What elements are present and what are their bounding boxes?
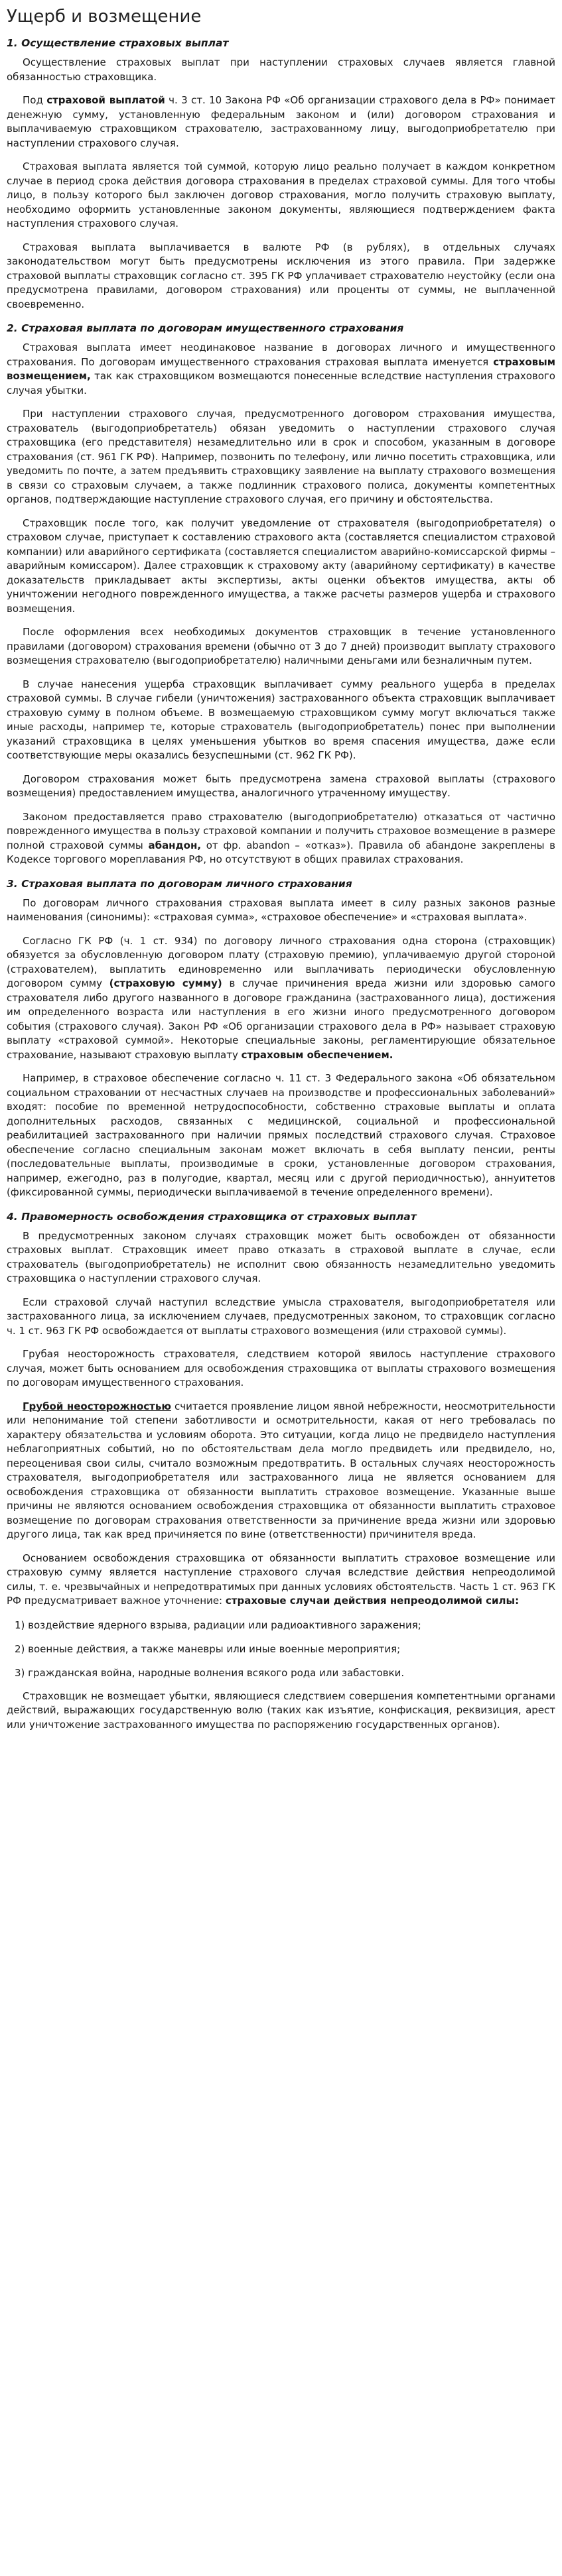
paragraph-text: Страховщик после того, как получит уведомление от страхователя (выгодоприобретателя) о страховом случае, приступает к составлению страхового акта (составляется специалистом страховой компании) или аварийного сертификата (составляется специалистом аварийно-комиссарской фирмы – аварийным комиссаром). Далее страховщик к страховому акту (аварийному сертификату) в качестве доказательств прикладывает акты экспертизы, акты оценки объектов имущества, акты об уничтожении негодного поврежденного имущества, а также расчеты размеров ущерба и страхового возмещения. (7, 517, 555, 615)
emphasized-term: (страховую сумму) (109, 977, 222, 989)
list-item: 2) военные действия, а также маневры или иные военные мероприятия; (15, 1642, 401, 1655)
paragraph (7, 241, 555, 312)
paragraph-text: После оформления всех необходимых документов страховщик в течение установленного правилами (договором) страхования времени (обычно от 3 до 7 дней) производит выплату страхового возмещения страхователю (выгодоприобретателю) наличными деньгами или безналичным путем. (7, 626, 555, 666)
paragraph-text: Страховая выплата выплачивается в валюте РФ (в рублях), в отдельных случаях законодательством могут быть предусмотрены исключения из этого правила. При задержке страховой выплаты страховщик согласно ст. 395 ГК РФ уплачивает страхователю неустойку (если она предусмотрена правилами, договором страхования) или проценты от суммы, не выплаченной своевременно. (7, 241, 555, 310)
paragraph-text: Если страховой случай наступил вследствие умысла страхователя, выгодоприобретателя или застрахованного лица, за исключением случаев, предусмотренных законом, то страховщик согласно ч. 1 ст. 963 ГК РФ освобождается от выплаты страхового возмещения (или страховой суммы). (7, 1296, 555, 1337)
paragraph (7, 678, 555, 763)
underlined-term: Грубой неосторожностью (23, 1400, 171, 1412)
paragraph (7, 160, 555, 231)
paragraph-text: Законом предоставляется право страхователю (выгодоприобретателю) отказаться от частично поврежденного имущества в пользу страховой компании и получить страховое возмещение в размере полной страховой суммы (7, 810, 555, 851)
paragraph-text: По договорам личного страхования страховая выплата имеет в силу разных законов разные наименования (синонимы): «страховая сумма», «страховое обеспечение» и «страховая выплата». (7, 896, 555, 923)
paragraph (7, 407, 555, 507)
emphasized-term: страховым возмещением, (7, 355, 555, 382)
paragraph (7, 56, 555, 84)
emphasized-term: страховым обеспечением. (241, 1048, 393, 1061)
paragraph-text: В предусмотренных законом случаях страховщик может быть освобожден от обязанности страховых выплат. Страховщик имеет право отказать в страховой выплате в случае, если страхователь (выгодоприобретатель) не исполнит свою обязанность незамедлительно уведомить страховщика о наступлении страхового случая. (7, 1229, 555, 1284)
paragraph (7, 772, 555, 801)
paragraph (7, 1229, 555, 1286)
paragraph (7, 625, 555, 668)
paragraph-text: считается проявление лицом явной небрежности, неосмотрительности или непонимание той степени заботливости и осмотрительности, какая от него требовалась по характеру обязательства и условиям оборота. Это ситуации, когда лицо не предвидело наступления неблагоприятных событий, но по обстоятельствам дела могло предвидеть или предвидело, но, переоценивая свои силы, считало возможным предотвратить. В остальных случаях неосторожность страхователя, выгодоприобретателя или застрахованного лица не является основанием для освобождения страховщика от обязанности выплатить страховое возмещение. Указанные выше причины не являются основанием освобождения страховщика от обязанности выплатить страховое возмещение по договорам страхования ответственности за причинение вреда жизни или здоровью другого лица, так как вред причиняется по вине (ответственности) причинителя вреда. (7, 1400, 555, 1540)
paragraph-text: в случае причинения вреда жизни или здоровью самого страхователя либо другого названного в договоре гражданина (застрахованного лица), достижения им определенного возраста или наступления в его жизни иного предусмотренного договором события (страхового случая). Закон РФ «Об организации страхового дела в РФ» называет страховую выплату «страховой суммой». Некоторые специальные законы, регламентирующие обязательное страхование, называют страховую выплату (7, 977, 555, 1061)
paragraph-text: Осуществление страховых выплат при наступлении страховых случаев является главной обязанностью страховщика. (7, 56, 555, 83)
paragraph-text: При наступлении страхового случая, предусмотренного договором страхования имущества, страхователь (выгодоприобретатель) обязан уведомить о наступлении страхового случая страховщика (его представителя) незамедлительно или в срок и способом, указанным в договоре страхования (ст. 961 ГК РФ). Например, позвонить по телефону, или лично посетить страховщика, или уведомить по почте, а затем предъявить страховщику заявление на выплату страхового возмещения в связи со страховым случаем, а также подлинник страхового полиса, документы компетентных органов, подтверждающие наступление страхового случая, его причину и обстоятельства. (7, 408, 555, 505)
paragraph-text: Основанием освобождения страховщика от обязанности выплатить страховое возмещение или страховую сумму является наступление страхового случая вследствие действия непреодолимой силы, т. е. чрезвычайных и непредотвратимых при данных условиях обстоятельств. Часть 1 ст. 963 ГК РФ предусматривает важное уточнение: (7, 1552, 555, 1607)
section-heading: 1. Осуществление страховых выплат (7, 37, 229, 49)
page-title: Ущерб и возмещение (7, 7, 202, 27)
section (7, 321, 555, 867)
paragraph-text: Договором страхования может быть предусмотрена замена страховой выплаты (страхового возмещения) предоставлением имущества, аналогичного утраченному имуществу. (7, 772, 555, 799)
emphasized-term: страховой выплатой (46, 94, 165, 106)
list-item: 1) воздействие ядерного взрыва, радиации или радиоактивного заражения; (15, 1619, 421, 1631)
paragraph-text: Страховщик не возмещает убытки, являющиеся следствием совершения компетентными органами действий, выражающих государственную волю (таких как изъятие, конфискация, реквизиция, арест или уничтожение застрахованного имущества по распоряжению государственных органов). (7, 1689, 555, 1731)
section-heading: 2. Страховая выплата по договорам имущественного страхования (7, 322, 404, 334)
paragraph-text: Грубая неосторожность страхователя, следствием которой явилось наступление страхового случая, может быть основанием для освобождения страховщика от выплаты страхового возмещения по договорам имущественного страхования. (7, 1348, 555, 1388)
paragraph (7, 1072, 555, 1200)
paragraph (7, 1400, 555, 1542)
paragraph-text: Например, в страховое обеспечение согласно ч. 11 ст. 3 Федерального закона «Об обязательном социальном страховании от несчастных случаев на производстве и профессиональных заболеваний» входят: пособие по временной нетрудоспособности, собственно страховые выплаты и оплата дополнительных расходов, связанных с медицинской, социальной и профессиональной реабилитацией застрахованного при наличии прямых последствий страхового случая. Страховое обеспечение согласно специальным законам может включать в себя выплату пенсии, ренты (последовательные выплаты, производимые в сроки, установленные договором страхования, например, ежегодно, раз в полугодие, квартал, месяц или с другой периодичностью), аннуитетов (фиксированной суммы, периодически выплачиваемой в течение определенного времени). (7, 1072, 555, 1198)
paragraph (7, 93, 555, 151)
emphasized-term (23, 1400, 171, 1412)
paragraph (7, 1296, 555, 1339)
emphasized-term: страховые случаи действия непреодолимой силы: (225, 1595, 520, 1607)
paragraph-text: Страховая выплата имеет неодинаковое название в договорах личного и имущественного страхования. По договорам имущественного страхования страховая выплата именуется (7, 341, 555, 368)
paragraph-text: от фр. abandon – «отказ»). Правила об абандоне закреплены в Кодексе торгового мореплавания РФ, но отсутствуют в общих правилах страхования. (7, 839, 555, 865)
paragraph (7, 810, 555, 867)
paragraph-text: Под (23, 94, 47, 106)
section-heading: 3. Страховая выплата по договорам личного страхования (7, 877, 352, 890)
section (7, 36, 555, 312)
paragraph (7, 517, 555, 617)
emphasized-term: абандон, (148, 839, 202, 851)
paragraph-text: Страховая выплата является той суммой, которую лицо реально получает в каждом конкретном случае в период срока действия договора страхования в пределах страховой суммы. Для того чтобы лицо, в пользу которого был заключен договор страхования, могло получить страховую выплату, необходимо оформить установленные законом документы, являющиеся подтверждением факта наступления страхового случая. (7, 160, 555, 229)
paragraph-text: Согласно ГК РФ (ч. 1 ст. 934) по договору личного страхования одна сторона (страховщик) обязуется за обусловленную договором плату (страховую премию), уплачиваемую другой стороной (страхователем), выплатить единовременно или выплачивать периодически обусловленную договором сумму (7, 934, 555, 989)
section (7, 1209, 555, 1733)
paragraph (7, 341, 555, 398)
paragraph-text: В случае нанесения ущерба страховщик выплачивает сумму реального ущерба в пределах страховой суммы. В случае гибели (уничтожения) застрахованного объекта страховщик выплачивает страховую сумму в полном объеме. В возмещаемую страховщиком сумму могут включаться также иные расходы, например те, которые страхователь (выгодоприобретатель) понес при выполнении указаний страховщика в целях уменьшения убытков во время спасения имущества, даже если соответствующие меры оказались безуспешными (ст. 962 ГК РФ). (7, 678, 555, 761)
paragraph (7, 1552, 555, 1609)
section-heading: 4. Правомерность освобождения страховщика от страховых выплат (7, 1210, 417, 1223)
paragraph (7, 934, 555, 1063)
section (7, 877, 555, 1200)
paragraph-text: ч. 3 ст. 10 Закона РФ «Об организации страхового дела в РФ» понимает денежную сумму, установленную федеральным законом и (или) договором страхования и выплачиваемую страховщиком страхователю, застрахованному лицу, выгодоприобретателю при наступлении страхового случая. (7, 94, 555, 149)
paragraph (7, 896, 555, 925)
paragraph-text: так как страховщиком возмещаются понесенные вследствие наступления страхового случая убытки. (7, 370, 555, 397)
force-majeure-list (7, 1618, 555, 1680)
paragraph (7, 1347, 555, 1390)
document-body (7, 36, 555, 1732)
paragraph (7, 1689, 555, 1733)
list-item: 3) гражданская война, народные волнения всякого рода или забастовки. (15, 1666, 405, 1679)
